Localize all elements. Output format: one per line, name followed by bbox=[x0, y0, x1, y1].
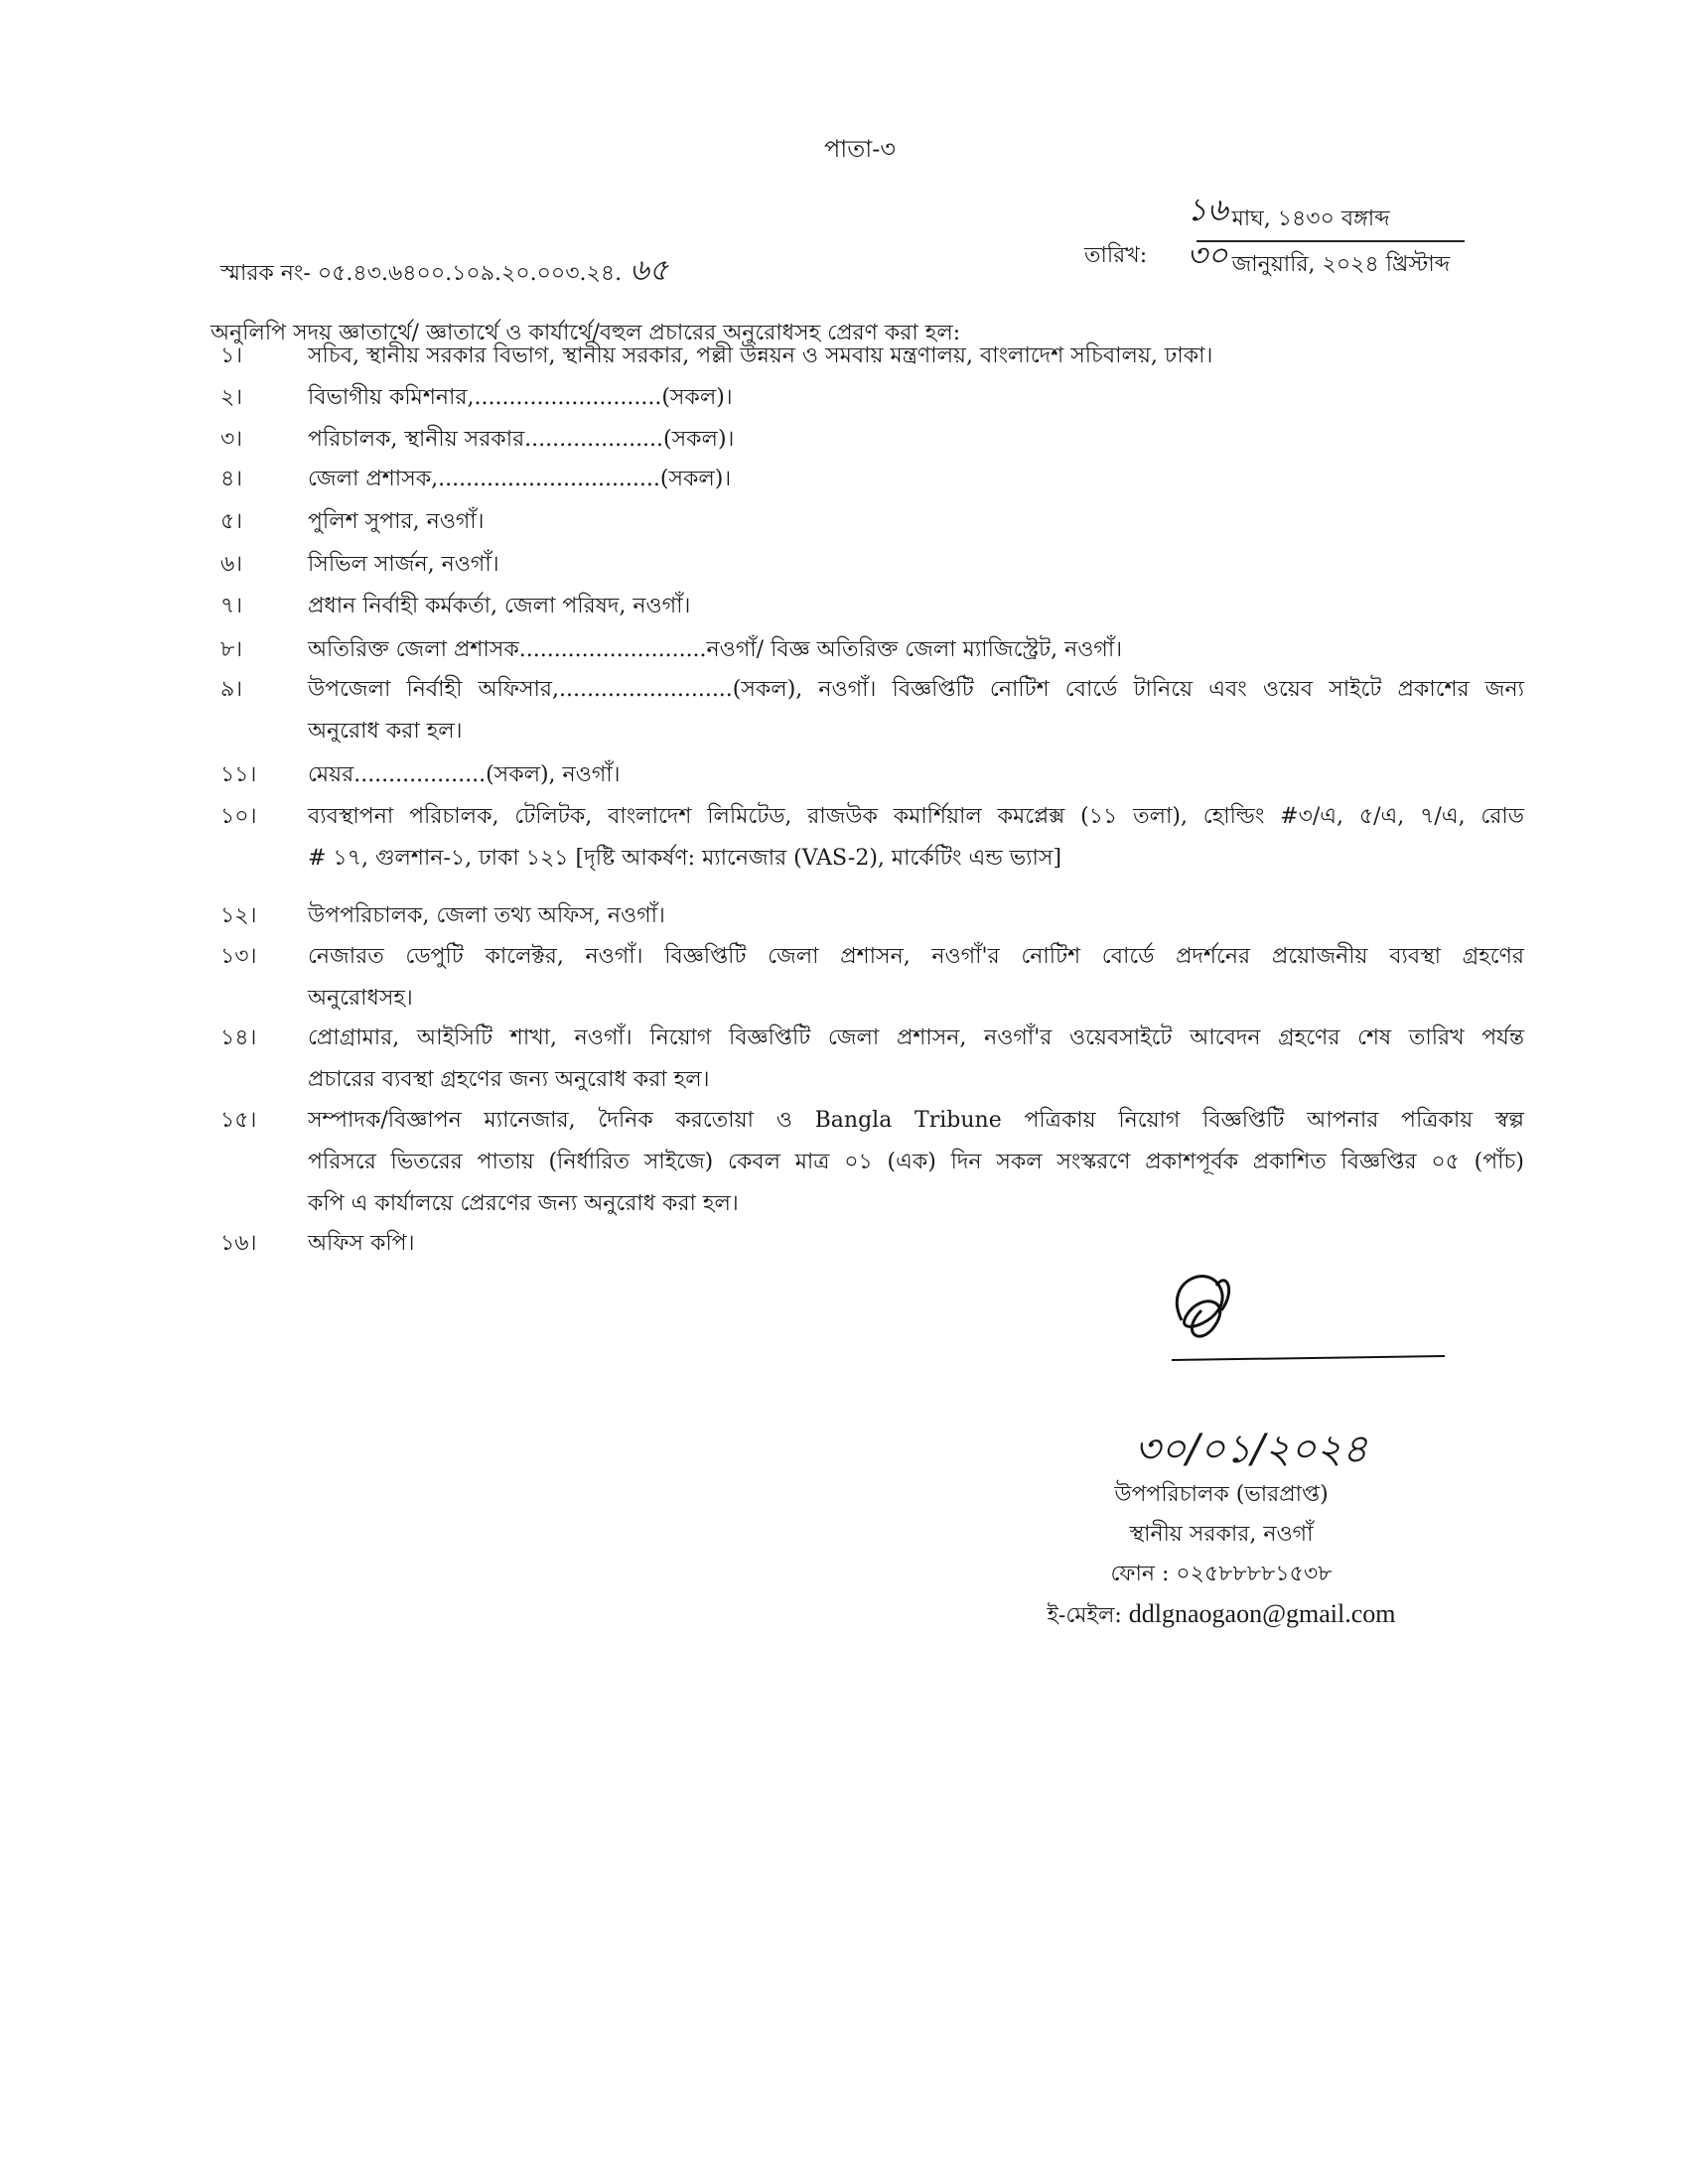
list-item-line: মেয়র...................(সকল), নওগাঁ। bbox=[308, 762, 621, 787]
list-item-line: ব্যবস্থাপনা পরিচালক, টেলিটক, বাংলাদেশ লিমিটেড, রাজউক কমার্শিয়াল কমপ্লেক্স (১১ তলা), হোল্ডিং #৩/এ, ৫/এ, ৭/এ, রোড bbox=[308, 804, 1524, 829]
english-date bbox=[1187, 236, 1465, 284]
signatory-office: স্থানীয় সরকার, নওগাঁ bbox=[1129, 1522, 1314, 1547]
signatory-phone: ফোন : ০২৫৮৮৮৮১৫৩৮ bbox=[1110, 1562, 1333, 1586]
list-item-number: ১৬। bbox=[220, 1231, 257, 1256]
list-item-number: ১৪। bbox=[220, 1025, 257, 1050]
list-item-text bbox=[308, 459, 1524, 500]
date-divider bbox=[1196, 240, 1465, 242]
bangla-date-day: ১৬ bbox=[1187, 191, 1228, 228]
list-item-text bbox=[308, 377, 1524, 419]
list-item-line: অফিস কপি। bbox=[308, 1231, 415, 1256]
list-item-number: ১২। bbox=[220, 903, 257, 928]
list-item-line: প্রচারের ব্যবস্থা গ্রহণের জন্য অনুরোধ করা হল। bbox=[308, 1067, 710, 1092]
list-item-line: কপি এ কার্যালয়ে প্রেরণের জন্য অনুরোধ করা হল। bbox=[308, 1191, 739, 1216]
list-item-line: অতিরিক্ত জেলা প্রশাসক...........................নওগাঁ/ বিজ্ঞ অতিরিক্ত জেলা ম্যাজিস্ট্রেট, নওগাঁ। bbox=[308, 637, 1123, 662]
list-item-text bbox=[308, 1100, 1524, 1225]
list-item-text bbox=[308, 669, 1524, 752]
list-item-text bbox=[308, 895, 1524, 937]
list-item-number: ৩। bbox=[220, 427, 243, 452]
list-item-line: সিভিল সার্জন, নওগাঁ। bbox=[308, 552, 499, 577]
list-item-text bbox=[308, 419, 1524, 461]
email-address: ddlgnaogaon@gmail.com bbox=[1128, 1599, 1396, 1628]
list-item-line: উপপরিচালক, জেলা তথ্য অফিস, নওগাঁ। bbox=[308, 903, 665, 928]
memo-text: স্মারক নং- ০৫.৪৩.৬৪০০.১০৯.২০.০০৩.২৪. bbox=[220, 261, 623, 286]
list-item-number: ৮। bbox=[220, 637, 243, 662]
list-item-number: ৭। bbox=[220, 594, 243, 618]
list-item-line: নেজারত ডেপুটি কালেক্টর, নওগাঁ। বিজ্ঞপ্তিটি জেলা প্রশাসন, নওগাঁ'র নোটিশ বোর্ডে প্রদর্শনের প্রয়োজনীয় ব্যবস্থা গ্রহণের bbox=[308, 944, 1524, 969]
list-item-line: জেলা প্রশাসক,................................(সকল)। bbox=[308, 467, 732, 491]
list-item-text bbox=[308, 544, 1524, 586]
list-item-line: প্রধান নির্বাহী কর্মকর্তা, জেলা পরিষদ, নওগাঁ। bbox=[308, 594, 691, 618]
list-item-number: ১৫। bbox=[220, 1108, 257, 1133]
signature-block bbox=[993, 1427, 1450, 1636]
bangla-date bbox=[1187, 191, 1465, 238]
list-item-text bbox=[308, 754, 1524, 796]
signature-mark bbox=[1142, 1261, 1460, 1420]
copy-intro: অনুলিপি সদয় জ্ঞাতার্থে/ জ্ঞাতার্থে ও কার্যার্থে/বহুল প্রচারের অনুরোধসহ প্রেরণ করা হল: bbox=[211, 321, 961, 345]
list-item-number: ৬। bbox=[220, 552, 243, 577]
list-item-text bbox=[308, 629, 1524, 671]
signatory-designation: উপপরিচালক (ভারপ্রাপ্ত) bbox=[1114, 1482, 1329, 1507]
signatory-email-line bbox=[993, 1594, 1450, 1636]
english-date-day: ৩০ bbox=[1187, 236, 1228, 274]
list-item-number: ২। bbox=[220, 385, 243, 410]
page-number: পাতা-৩ bbox=[824, 135, 896, 163]
signature-date: ৩০/০১/২০২৪ bbox=[1134, 1427, 1368, 1472]
list-item-number: ১৩। bbox=[220, 944, 257, 969]
list-item-number: ১০। bbox=[220, 804, 257, 829]
list-item-line: # ১৭, গুলশান-১, ঢাকা ১২১ [দৃষ্টি আকর্ষণ: ম্যানেজার (VAS-2), মার্কেটিং এন্ড ভ্যাস] bbox=[308, 846, 1062, 871]
list-item-text bbox=[308, 1018, 1524, 1101]
list-item-text bbox=[308, 586, 1524, 627]
date-label: তারিখ: bbox=[1084, 243, 1148, 268]
memo-handwritten-number: ৬৫ bbox=[630, 253, 669, 288]
english-date-rest: জানুয়ারি, ২০২৪ খ্রিস্টাব্দ bbox=[1231, 252, 1451, 277]
bangla-date-rest: মাঘ, ১৪৩০ বঙ্গাব্দ bbox=[1231, 206, 1390, 231]
list-item-text bbox=[308, 796, 1524, 880]
list-item-line: পরিচালক, স্থানীয় সরকার....................(সকল)। bbox=[308, 427, 735, 452]
date-block bbox=[1187, 191, 1465, 284]
list-item-line: অনুরোধ করা হল। bbox=[308, 719, 463, 744]
list-item-number: ৪। bbox=[220, 467, 243, 491]
list-item-text bbox=[308, 1223, 1524, 1265]
list-item-line: উপজেলা নির্বাহী অফিসার,.........................(সকল), নওগাঁ। বিজ্ঞপ্তিটি নোটিশ বোর্ডে টানিয়ে এবং ওয়েব সাইটে প্রকাশের জন্য bbox=[308, 677, 1524, 702]
list-item-text bbox=[308, 336, 1524, 377]
list-item-line: বিভাগীয় কমিশনার,...........................(সকল)। bbox=[308, 385, 733, 410]
list-item-line: অনুরোধসহ। bbox=[308, 986, 413, 1011]
list-item-line: সচিব, স্থানীয় সরকার বিভাগ, স্থানীয় সরকার, পল্লী উন্নয়ন ও সমবায় মন্ত্রণালয়, বাংলাদেশ সচিবালয়, ঢাকা। bbox=[308, 343, 1213, 368]
list-item-number: ১১। bbox=[220, 762, 257, 787]
list-item-line: সম্পাদক/বিজ্ঞাপন ম্যানেজার, দৈনিক করতোয়া ও Bangla Tribune পত্রিকায় নিয়োগ বিজ্ঞপ্তিটি আপনার পত্রিকায় স্বল্প bbox=[308, 1108, 1524, 1133]
list-item-line: পুলিশ সুপার, নওগাঁ। bbox=[308, 509, 485, 534]
list-item-line: পরিসরে ভিতরের পাতায় (নির্ধারিত সাইজে) কেবল মাত্র ০১ (এক) দিন সকল সংস্করণে প্রকাশপূর্বক প্রকাশিত বিজ্ঞপ্তির ০৫ (পাঁচ) bbox=[308, 1150, 1524, 1174]
list-item-text bbox=[308, 936, 1524, 1020]
list-item-number: ১। bbox=[220, 343, 243, 368]
list-item-text bbox=[308, 501, 1524, 543]
email-label: ই-মেইল: bbox=[1047, 1603, 1122, 1628]
list-item-number: ৯। bbox=[220, 677, 243, 702]
list-item-number: ৫। bbox=[220, 509, 243, 534]
list-item-line: প্রোগ্রামার, আইসিটি শাখা, নওগাঁ। নিয়োগ বিজ্ঞপ্তিটি জেলা প্রশাসন, নওগাঁ'র ওয়েবসাইটে আবেদন গ্রহণের শেষ তারিখ পর্যন্ত bbox=[308, 1025, 1524, 1050]
memo-number bbox=[220, 246, 668, 297]
